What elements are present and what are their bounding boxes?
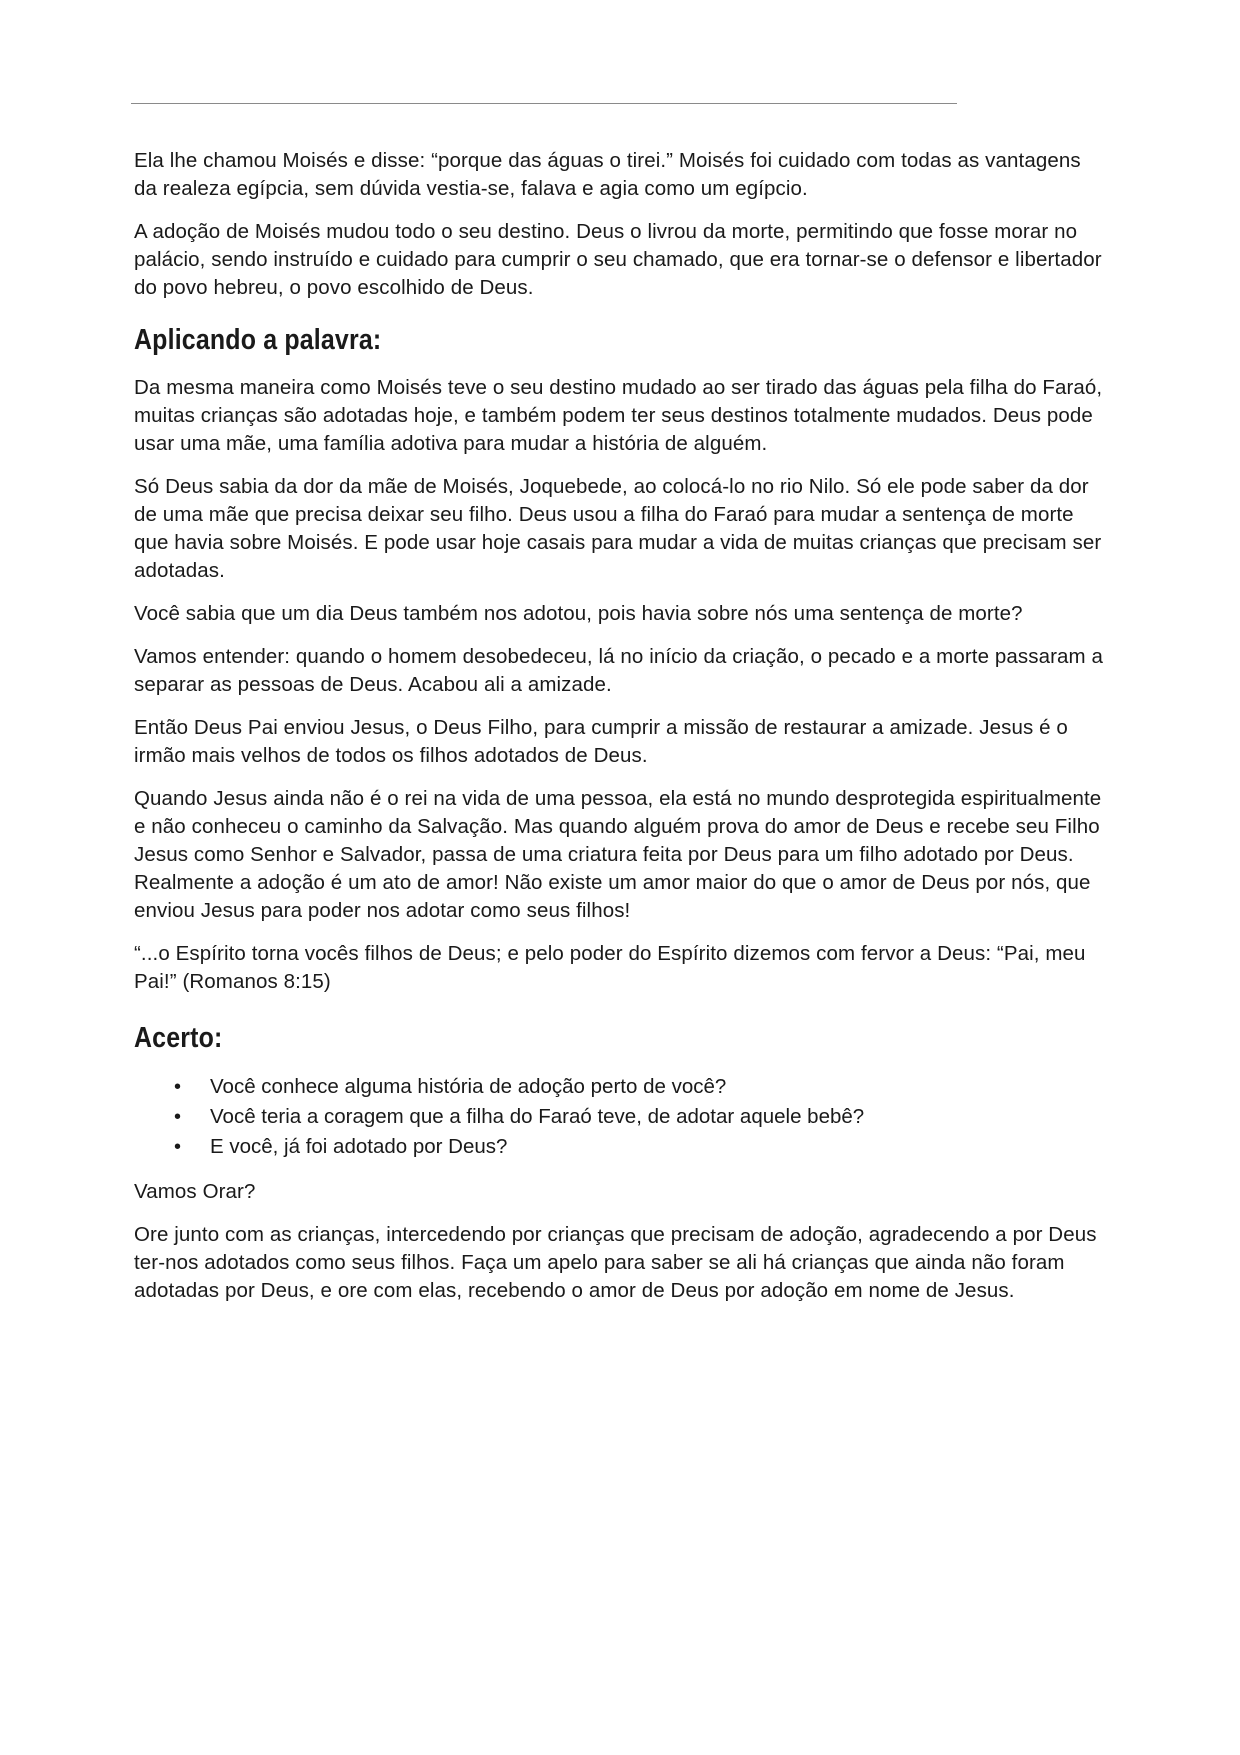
section-heading-acerto: Acerto: — [134, 1022, 223, 1054]
prayer-prompt: Vamos Orar? — [134, 1180, 256, 1203]
header-rule — [131, 103, 957, 104]
document-body — [134, 147, 1104, 1320]
list-item-text: Você teria a coragem que a filha do Faraó teve, de adotar aquele bebê? — [210, 1105, 865, 1128]
list-item — [134, 1132, 1104, 1162]
applying-paragraph-5: Então Deus Pai enviou Jesus, o Deus Filho, para cumprir a missão de restaurar a amizade. Jesus é o irmão mais velhos de todos os filhos adotados de Deus. — [134, 716, 1068, 767]
applying-paragraph-2: Só Deus sabia da dor da mãe de Moisés, Joquebede, ao colocá-lo no rio Nilo. Só ele pode saber da dor de uma mãe que precisa deixar seu filho. Deus usou a filha do Faraó para mudar a sentença de morte que havia sobre Moisés. E pode usar hoje casais para mudar a vida de muitas crianças que precisam ser adotadas. — [134, 475, 1102, 582]
bullet-icon: • — [174, 1136, 182, 1158]
list-item-text: E você, já foi adotado por Deus? — [210, 1135, 508, 1158]
list-item — [134, 1072, 1104, 1102]
acerto-question-list — [134, 1072, 1104, 1162]
list-item — [134, 1102, 1104, 1132]
applying-paragraph-4: Vamos entender: quando o homem desobedeceu, lá no início da criação, o pecado e a morte passaram a separar as pessoas de Deus. Acabou ali a amizade. — [134, 645, 1103, 696]
applying-paragraph-1: Da mesma maneira como Moisés teve o seu destino mudado ao ser tirado das águas pela filha do Faraó, muitas crianças são adotadas hoje, e também podem ter seus destinos totalmente mudados. Deus pode usar uma mãe, uma família adotiva para mudar a história de alguém. — [134, 376, 1103, 455]
bullet-icon: • — [174, 1076, 182, 1098]
intro-paragraph-2: A adoção de Moisés mudou todo o seu destino. Deus o livrou da morte, permitindo que fosse morar no palácio, sendo instruído e cuidado para cumprir o seu chamado, que era tornar-se o defensor e libertador do povo hebreu, o povo escolhido de Deus. — [134, 220, 1102, 299]
intro-paragraph-1: Ela lhe chamou Moisés e disse: “porque das águas o tirei.” Moisés foi cuidado com todas as vantagens da realeza egípcia, sem dúvida vestia-se, falava e agia como um egípcio. — [134, 149, 1081, 200]
section-heading-applying: Aplicando a palavra: — [134, 324, 382, 356]
list-item-text: Você conhece alguma história de adoção perto de você? — [210, 1075, 727, 1098]
prayer-instructions: Ore junto com as crianças, intercedendo por crianças que precisam de adoção, agradecendo a por Deus ter-nos adotados como seus filhos. Faça um apelo para saber se ali há crianças que ainda não foram adotadas por Deus, e ore com elas, recebendo o amor de Deus por adoção em nome de Jesus. — [134, 1223, 1097, 1302]
scripture-quote: “...o Espírito torna vocês filhos de Deus; e pelo poder do Espírito dizemos com fervor a Deus: “Pai, meu Pai!” (Romanos 8:15) — [134, 942, 1086, 993]
applying-paragraph-3: Você sabia que um dia Deus também nos adotou, pois havia sobre nós uma sentença de morte? — [134, 602, 1023, 625]
bullet-icon: • — [174, 1106, 182, 1128]
applying-paragraph-6: Quando Jesus ainda não é o rei na vida de uma pessoa, ela está no mundo desprotegida espiritualmente e não conheceu o caminho da Salvação. Mas quando alguém prova do amor de Deus e recebe seu Filho Jesus como Senhor e Salvador, passa de uma criatura feita por Deus para um filho adotado por Deus. Realmente a adoção é um ato de amor! Não existe um amor maior do que o amor de Deus por nós, que enviou Jesus para poder nos adotar como seus filhos! — [134, 787, 1102, 922]
